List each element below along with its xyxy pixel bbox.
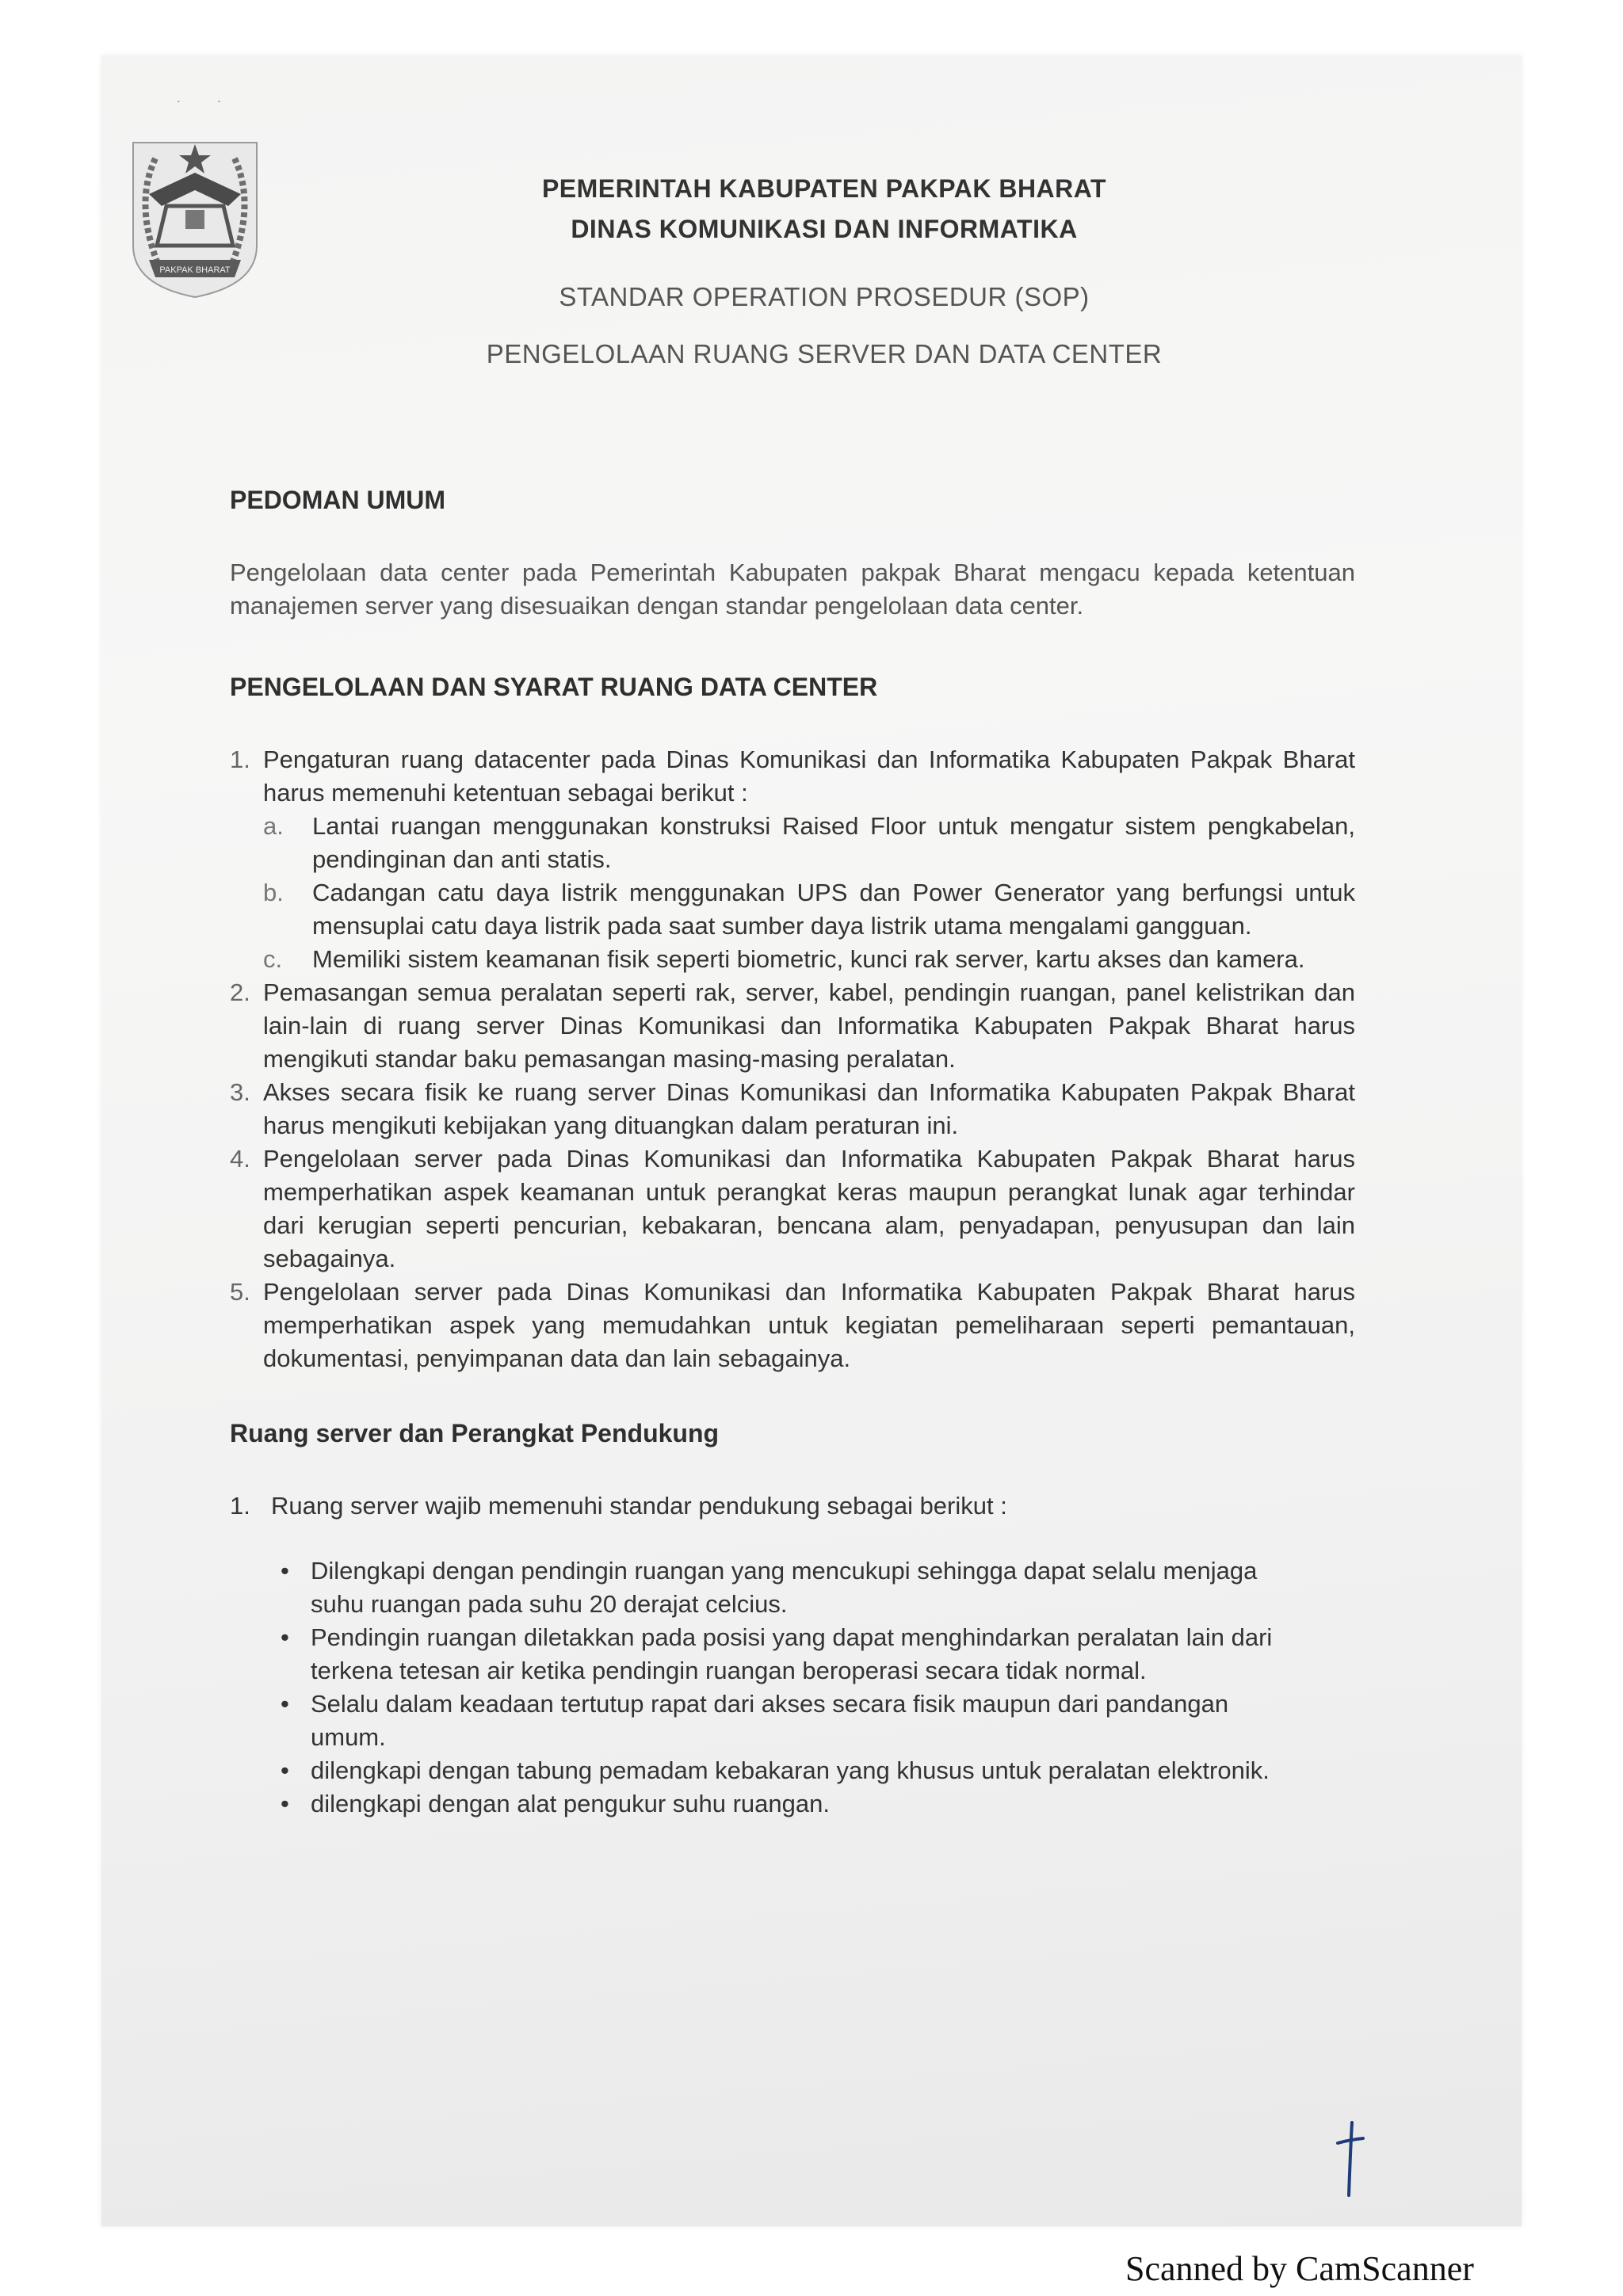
list-marker: 5. (230, 1278, 250, 1306)
bullet-text: Dilengkapi dengan pendingin ruangan yang mencukupi sehingga dapat selalu menjaga suhu ruangan pada suhu 20 derajat celcius. (311, 1557, 1258, 1618)
sub-list-item-text: Lantai ruangan menggunakan konstruksi Raised Floor untuk mengatur sistem pengkabelan, pendinginan dan anti statis. (312, 812, 1355, 873)
bullet-item (271, 1688, 1293, 1754)
emblem-ribbon-text: PAKPAK BHARAT (159, 265, 231, 275)
list-item (230, 743, 1355, 976)
sub-list-item-text: Cadangan catu daya listrik menggunakan UPS dan Power Generator yang berfungsi untuk mensuplai catu daya listrik pada saat sumber daya listrik utama mengalami gangguan. (312, 879, 1355, 940)
list-item-text: Ruang server wajib memenuhi standar pendukung sebagai berikut : (271, 1492, 1007, 1520)
sub-list-marker: b. (263, 879, 284, 906)
bullet-text: Selalu dalam keadaan tertutup rapat dari akses secara fisik maupun dari pandangan umum. (311, 1690, 1229, 1751)
bullet-dot: • (281, 1690, 289, 1718)
list-marker: 4. (230, 1145, 250, 1173)
scan-specks: ˙ ˙ (177, 99, 223, 116)
bullet-dot: • (281, 1623, 289, 1651)
sub-list-marker: c. (263, 945, 283, 973)
list-marker: 1. (230, 1492, 250, 1520)
sub-list-item-text: Memiliki sistem keamanan fisik seperti biometric, kunci rak server, kartu akses dan kamera. (312, 945, 1305, 973)
sub-list (263, 810, 1355, 976)
sub-list-marker: a. (263, 812, 284, 840)
bullet-item (271, 1621, 1293, 1688)
list-item-text: Pemasangan semua peralatan seperti rak, server, kabel, pendingin ruangan, panel kelistrikan dan lain-lain di ruang server Dinas Komunikasi dan Informatika Kabupaten Pakpak Bharat harus mengikuti standar baku pemasangan masing-masing peralatan. (263, 978, 1355, 1073)
list-item (230, 976, 1355, 1076)
sub-list-item (263, 810, 1355, 876)
section-title-pedoman-umum: PEDOMAN UMUM (230, 486, 445, 514)
pengelolaan-list (230, 743, 1355, 1375)
list-item-text: Akses secara fisik ke ruang server Dinas Komunikasi dan Informatika Kabupaten Pakpak Bharat harus mengikuti kebijakan yang dituangkan dalam peraturan ini. (263, 1078, 1355, 1139)
list-item (230, 1142, 1355, 1276)
sop-subject: PENGELOLAAN RUANG SERVER DAN DATA CENTER (486, 339, 1163, 368)
document-body (230, 483, 1355, 1821)
list-marker: 3. (230, 1078, 250, 1106)
bullet-list (271, 1554, 1355, 1821)
bullet-dot: • (281, 1756, 289, 1784)
agency-title: DINAS KOMUNIKASI DAN INFORMATIKA (571, 215, 1078, 243)
pedoman-umum-paragraph: Pengelolaan data center pada Pemerintah Kabupaten pakpak Bharat mengacu kepada ketentuan manajemen server yang disesuaikan dengan standar pengelolaan data center. (230, 559, 1355, 620)
ruang-server-list (230, 1489, 1355, 1523)
section-title-ruang-server: Ruang server dan Perangkat Pendukung (230, 1419, 720, 1447)
handwritten-initial-icon (1333, 2119, 1368, 2199)
document-header (238, 174, 1411, 369)
list-item (230, 1489, 1355, 1523)
bullet-dot: • (281, 1557, 289, 1585)
bullet-dot: • (281, 1790, 289, 1817)
bullet-text: dilengkapi dengan alat pengukur suhu ruangan. (311, 1790, 830, 1817)
bullet-item (271, 1754, 1293, 1787)
section-title-pengelolaan: PENGELOLAAN DAN SYARAT RUANG DATA CENTER (230, 673, 878, 701)
list-item (230, 1076, 1355, 1142)
bullet-text: Pendingin ruangan diletakkan pada posisi yang dapat menghindarkan peralatan lain dari terkena tetesan air ketika pendingin ruangan beroperasi secara tidak normal. (311, 1623, 1273, 1684)
sub-list-item (263, 876, 1355, 943)
list-marker: 2. (230, 978, 250, 1006)
sub-list-item (263, 943, 1355, 976)
scanner-watermark: Scanned by CamScanner (1125, 2249, 1474, 2288)
list-item-text: Pengelolaan server pada Dinas Komunikasi dan Informatika Kabupaten Pakpak Bharat harus memperhatikan aspek yang memudahkan untuk kegiatan pemeliharaan seperti pemantauan, dokumentasi, penyimpanan data dan lain sebagainya. (263, 1278, 1355, 1372)
list-item-text: Pengelolaan server pada Dinas Komunikasi dan Informatika Kabupaten Pakpak Bharat harus memperhatikan aspek keamanan untuk perangkat keras maupun perangkat lunak agar terhindar dari kerugian seperti pencurian, kebakaran, bencana alam, penyadapan, penyusupan dan lain sebagainya. (263, 1145, 1355, 1272)
sop-title: STANDAR OPERATION PROSEDUR (SOP) (559, 282, 1090, 311)
government-title: PEMERINTAH KABUPATEN PAKPAK BHARAT (541, 174, 1107, 203)
bullet-text: dilengkapi dengan tabung pemadam kebakaran yang khusus untuk peralatan elektronik. (311, 1756, 1270, 1784)
bullet-item (271, 1787, 1293, 1821)
list-marker: 1. (230, 746, 250, 773)
list-item (230, 1276, 1355, 1375)
bullet-item (271, 1554, 1293, 1621)
list-item-text: Pengaturan ruang datacenter pada Dinas Komunikasi dan Informatika Kabupaten Pakpak Bharat harus memenuhi ketentuan sebagai berikut : (263, 746, 1355, 807)
